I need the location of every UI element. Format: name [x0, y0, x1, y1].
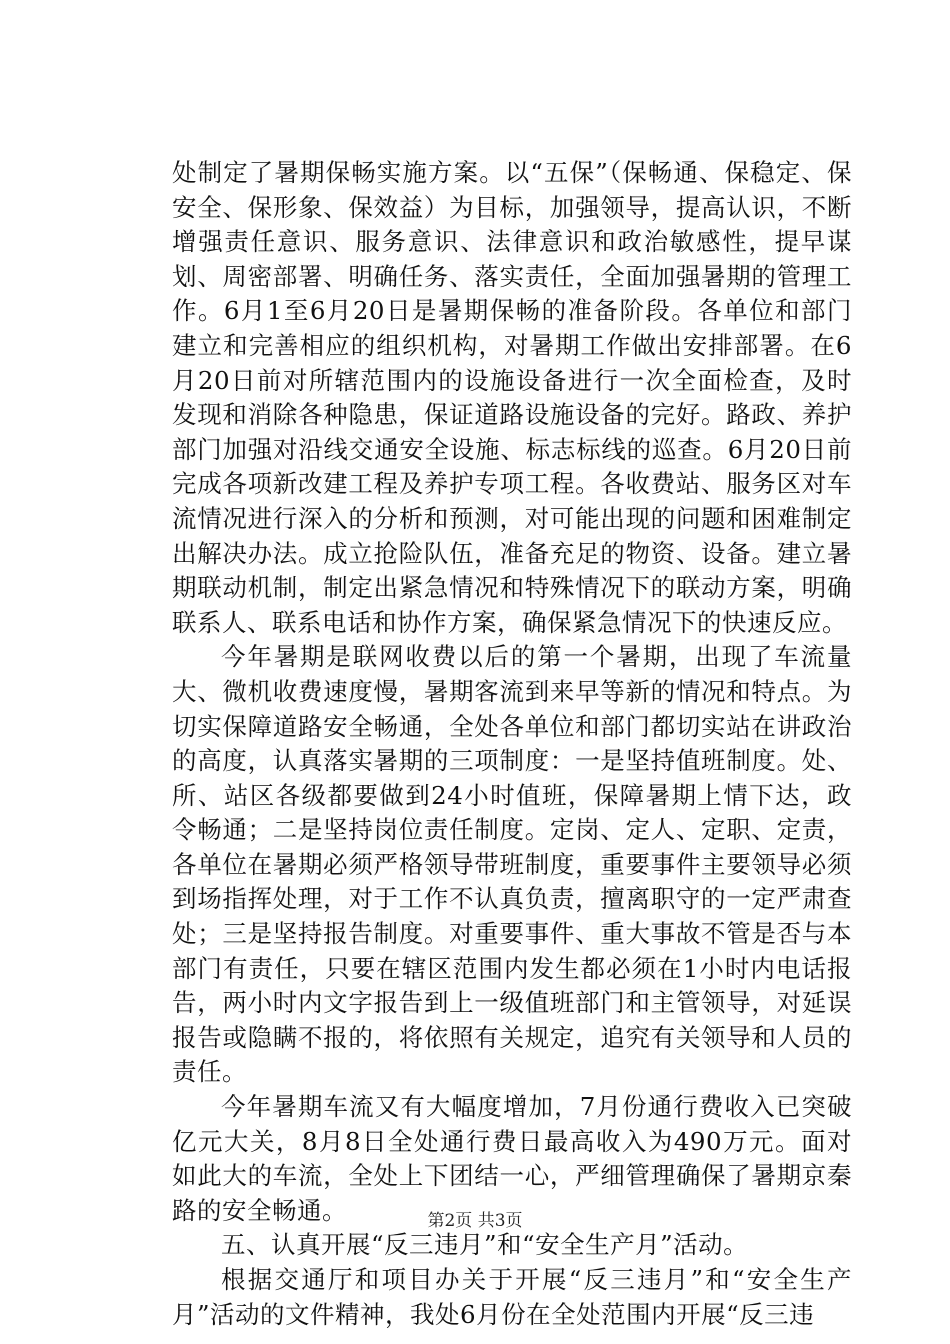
paragraph-traffic-revenue: 今年暑期车流又有大幅度增加，7月份通行费收入已突破亿元大关，8月8日全处通行费日最高收入为490万元。面对如此大的车流，全处上下团结一心，严细管理确保了暑期京秦路的安全畅通。 [172, 1092, 852, 1225]
paragraph-safety-month: 根据交通厅和项目办关于开展“反三违月”和“安全生产月”活动的文件精神，我处6月份在全处范围内开展“反三违 [172, 1265, 852, 1329]
paragraph-summer-duty-system: 今年暑期是联网收费以后的第一个暑期，出现了车流量大、微机收费速度慢，暑期客流到来早等新的情况和特点。为切实保障道路安全畅通，全处各单位和部门都切实站在讲政治的高度，认真落实暑期的三项制度：一是坚持值班制度。处、所、站区各级都要做到24小时值班，保障暑期上情下达，政令畅通；二是坚持岗位责任制度。定岗、定人、定职、定责，各单位在暑期必须严格领导带班制度，重要事件主要领导必须到场指挥处理，对于工作不认真负责，擅离职守的一定严肃查处；三是坚持报告制度。对重要事件、重大事故不管是否与本部门有责任，只要在辖区范围内发生都必须在1小时内电话报告，两小时内文字报告到上一级值班部门和主管领导，对延误报告或隐瞒不报的，将依照有关规定，追究有关领导和人员的责任。 [172, 642, 852, 1087]
document-body [172, 156, 852, 1332]
paragraph-summer-plan: 处制定了暑期保畅实施方案。以“五保”（保畅通、保稳定、保安全、保形象、保效益）为目标，加强领导，提高认识，不断增强责任意识、服务意识、法律意识和政治敏感性，提早谋划、周密部署、明确任务、落实责任，全面加强暑期的管理工作。6月1至6月20日是暑期保畅的准备阶段。各单位和部门建立和完善相应的组织机构，对暑期工作做出安排部署。在6月20日前对所辖范围内的设施设备进行一次全面检查，及时发现和消除各种隐患，保证道路设施设备的完好。路政、养护部门加强对沿线交通安全设施、标志标线的巡查。6月20日前完成各项新改建工程及养护专项工程。各收费站、服务区对车流情况进行深入的分析和预测，对可能出现的问题和困难制定出解决办法。成立抢险队伍，准备充足的物资、设备。建立暑期联动机制，制定出紧急情况和特殊情况下的联动方案，明确联系人、联系电话和协作方案，确保紧急情况下的快速反应。 [172, 158, 852, 637]
page-number-footer: 第2页 共3页 [427, 1211, 523, 1231]
section-heading-five: 五、认真开展“反三违月”和“安全生产月”活动。 [221, 1230, 749, 1260]
